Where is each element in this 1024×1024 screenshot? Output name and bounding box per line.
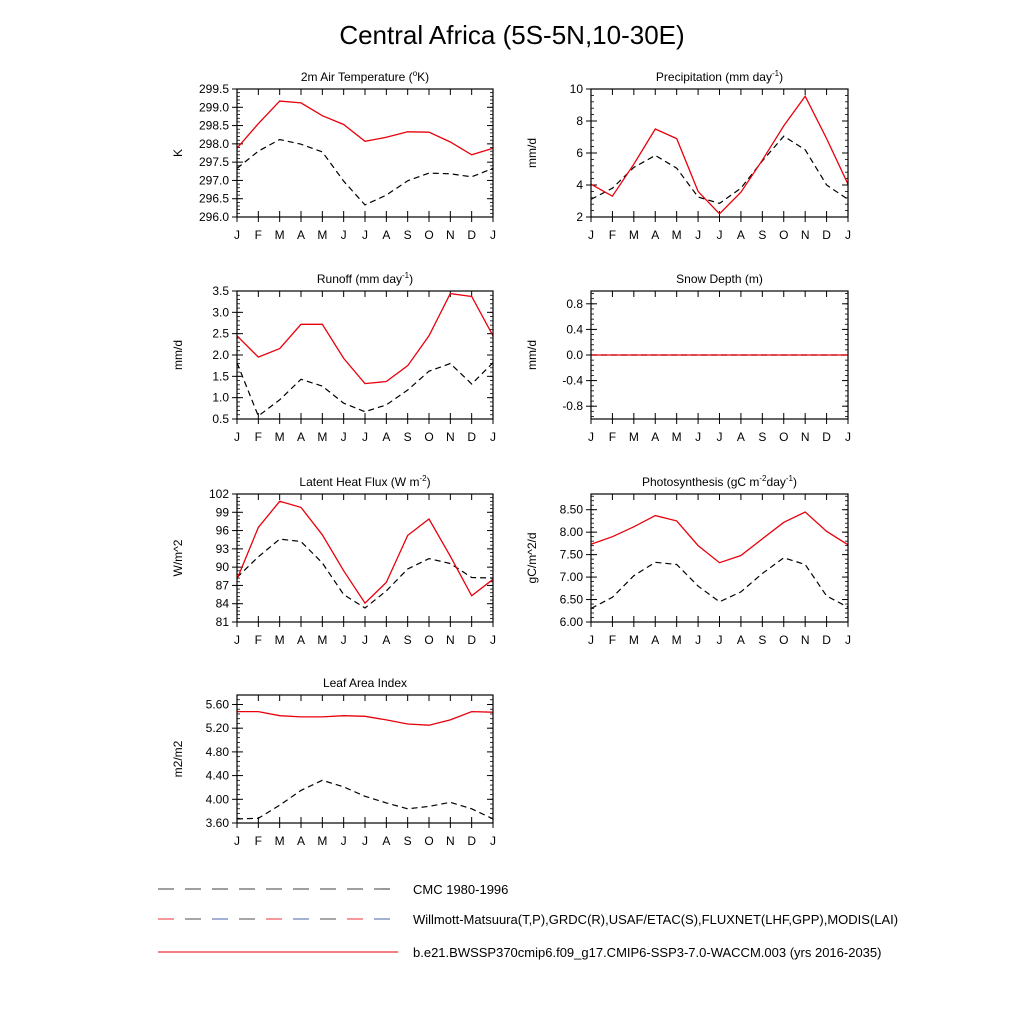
x-tick-label: J [695,430,702,444]
title-text: ) [426,475,431,489]
y-axis-label: m2/m2 [171,740,185,778]
x-tick-label: S [758,430,767,444]
x-tick-label: N [445,430,455,444]
y-tick-label: 4.40 [205,768,229,783]
x-tick-label: A [651,633,660,647]
x-tick-label: M [317,834,328,848]
x-tick-label: N [445,228,455,242]
model-series-line [237,294,493,384]
chart-panel [525,69,851,242]
x-tick-label: J [340,228,347,242]
x-tick-label: M [274,834,285,848]
obs-series-line [237,539,493,608]
x-tick-label: J [362,228,368,242]
x-tick-label: J [234,633,240,647]
x-tick-label: J [695,633,702,647]
x-tick-label: A [736,430,745,444]
plot-frame [237,291,493,419]
x-tick-label: D [467,228,477,242]
chart-panel [171,69,496,242]
x-tick-label: N [800,228,810,242]
title-superscript: -1 [771,69,780,78]
x-tick-label: A [382,834,391,848]
plot-frame [591,89,848,217]
legend-label: b.e21.BWSSP370cmip6.f09_g17.CMIP6-SSP3-7.0-WACCM.003 (yrs 2016-2035) [413,945,882,960]
obs-series-line [237,140,493,205]
y-tick-label: 8.50 [559,502,583,517]
title-text: ) [409,272,414,286]
x-tick-label: J [845,430,851,444]
x-tick-label: J [695,228,702,242]
chart-panel [525,474,851,647]
x-tick-label: J [362,834,368,848]
y-tick-label: 6.00 [559,615,583,629]
y-axis-label: mm/d [171,340,185,370]
x-tick-label: F [254,834,263,848]
model-series-line [237,712,493,726]
x-tick-label: O [779,430,789,444]
y-tick-label: 1.0 [212,390,229,405]
model-series-line [591,512,848,563]
x-tick-label: D [467,430,477,444]
x-tick-label: A [296,228,306,242]
y-tick-label: 81 [215,615,229,629]
title-text: K) [417,70,430,84]
x-tick-label: A [651,228,660,242]
y-tick-label: 93 [215,541,229,556]
x-tick-label: M [671,633,682,647]
x-tick-label: J [490,430,496,444]
y-tick-label: 96 [215,523,229,538]
x-tick-label: J [588,430,594,444]
x-tick-label: M [317,430,328,444]
x-tick-label: J [716,228,723,242]
x-tick-label: J [340,430,347,444]
x-tick-label: A [736,228,745,242]
x-tick-label: J [845,633,851,647]
x-tick-label: F [254,430,263,444]
x-tick-label: D [822,228,831,242]
y-axis-label: W/m^2 [171,539,185,577]
y-tick-label: 299.5 [198,82,229,96]
x-tick-label: J [234,430,240,444]
x-tick-label: F [254,228,263,242]
y-tick-label: -0.8 [562,399,583,414]
title-text: Snow Depth (m) [676,272,763,286]
y-tick-label: 6.50 [559,592,583,607]
x-tick-label: N [800,633,810,647]
y-axis-label: gC/m^2/d [525,532,539,584]
title-text: Runoff (mm day [316,272,403,286]
y-tick-label: 297.0 [198,173,229,188]
panels [171,69,851,848]
x-tick-label: S [403,633,412,647]
x-tick-label: M [274,633,285,647]
x-tick-label: F [608,228,617,242]
x-tick-label: A [382,228,391,242]
x-tick-label: S [758,228,767,242]
y-tick-label: -0.4 [562,373,583,388]
y-tick-label: 298.5 [198,118,229,133]
x-tick-label: M [274,228,285,242]
y-tick-label: 5.20 [205,721,229,736]
x-tick-label: J [490,228,496,242]
x-tick-label: A [736,633,745,647]
x-tick-label: M [671,228,682,242]
y-tick-label: 296.5 [198,191,229,206]
x-tick-label: O [424,633,434,647]
title-superscript: o [412,69,418,78]
x-tick-label: O [424,834,434,848]
y-tick-label: 7.00 [559,570,583,585]
panel-title [323,676,407,690]
x-tick-label: M [628,228,639,242]
y-tick-label: 2 [576,210,583,224]
x-tick-label: J [340,633,347,647]
x-tick-label: F [608,633,617,647]
x-tick-label: J [362,633,368,647]
title-text: Latent Heat Flux (W m [299,475,420,489]
x-tick-label: J [716,430,723,444]
x-tick-label: A [382,430,391,444]
x-tick-label: J [845,228,851,242]
panel-title [301,69,429,84]
y-tick-label: 298.0 [198,136,229,151]
y-axis-label: mm/d [525,340,539,370]
x-tick-label: J [234,228,240,242]
figure-title: Central Africa (5S-5N,10-30E) [339,20,685,50]
x-tick-label: D [822,430,831,444]
x-tick-label: J [490,834,496,848]
title-text: Photosynthesis (gC m [642,475,760,489]
y-tick-label: 3.60 [205,816,229,830]
y-tick-label: 84 [215,596,229,611]
title-text: Precipitation (mm day [655,70,772,84]
x-tick-label: F [254,633,263,647]
model-series-line [237,101,493,155]
x-tick-label: A [296,834,306,848]
title-superscript: -2 [759,474,767,483]
panel-title [656,69,783,84]
y-tick-label: 5.60 [205,697,229,712]
y-tick-label: 4 [576,178,583,192]
obs-series-line [237,363,493,416]
x-tick-label: M [274,430,285,444]
y-tick-label: 4.00 [205,792,229,807]
y-tick-label: 8.00 [559,525,583,540]
x-tick-label: A [296,633,306,647]
x-tick-label: F [608,430,617,444]
x-tick-label: O [424,430,434,444]
x-tick-label: S [403,228,412,242]
y-tick-label: 102 [208,487,229,501]
y-tick-label: 10 [569,82,583,96]
y-tick-label: 8 [576,114,583,128]
legend-label: Willmott-Matsuura(T,P),GRDC(R),USAF/ETAC(S),FLUXNET(LHF,GPP),MODIS(LAI) [413,912,899,927]
x-tick-label: N [445,834,455,848]
x-tick-label: O [424,228,434,242]
legend [158,882,898,960]
y-tick-label: 2.0 [212,348,229,362]
y-tick-label: 99 [215,505,229,520]
x-tick-label: M [628,633,639,647]
title-superscript: -1 [785,474,793,483]
x-tick-label: O [779,633,789,647]
y-tick-label: 6 [576,146,583,160]
x-tick-label: S [403,430,412,444]
y-tick-label: 0.0 [566,348,583,362]
y-tick-label: 90 [215,560,229,575]
chart-panel [525,272,851,444]
title-superscript: -1 [402,271,410,280]
y-tick-label: 0.8 [566,296,583,311]
plot-frame [591,494,848,622]
chart-panel [171,676,496,848]
y-tick-label: 87 [215,578,229,593]
legend-label: CMC 1980-1996 [413,882,509,897]
x-tick-label: S [403,834,412,848]
panel-title [676,272,763,286]
title-text: 2m Air Temperature ( [300,70,413,84]
x-tick-label: M [317,228,328,242]
x-tick-label: A [382,633,391,647]
y-tick-label: 4.80 [205,744,229,759]
x-tick-label: J [716,633,723,647]
x-tick-label: J [490,633,496,647]
model-series-line [591,96,848,214]
x-tick-label: A [651,430,660,444]
x-tick-label: D [467,633,477,647]
x-tick-label: M [671,430,682,444]
x-tick-label: N [445,633,455,647]
x-tick-label: M [628,430,639,444]
x-tick-label: J [362,430,368,444]
title-text: Leaf Area Index [322,676,408,690]
x-tick-label: J [588,228,594,242]
x-tick-label: M [317,633,328,647]
x-tick-label: D [467,834,477,848]
title-text: ) [793,475,797,489]
y-tick-label: 1.5 [212,369,229,384]
chart-panel [171,271,496,444]
obs-series-line [591,558,848,609]
y-tick-label: 3.5 [212,284,229,298]
chart-panel [171,474,496,647]
x-tick-label: O [779,228,789,242]
panel-title [299,474,430,489]
y-tick-label: 3.0 [212,305,229,320]
y-axis-label: K [171,148,185,158]
y-tick-label: 297.5 [198,155,229,170]
x-tick-label: N [800,430,810,444]
x-tick-label: J [234,834,240,848]
y-tick-label: 0.5 [212,412,229,426]
y-tick-label: 296.0 [198,210,229,224]
y-axis-label: mm/d [525,138,539,168]
y-tick-label: 7.50 [559,547,583,562]
x-tick-label: S [758,633,767,647]
title-text: day [766,475,786,489]
x-tick-label: J [340,834,347,848]
y-tick-label: 2.5 [212,326,229,341]
obs-series-line [237,780,493,819]
x-tick-label: A [296,430,306,444]
x-tick-label: D [822,633,831,647]
title-superscript: -2 [419,474,427,483]
title-text: ) [779,70,784,84]
panel-title [317,271,413,286]
x-tick-label: J [588,633,594,647]
panel-title [642,474,797,489]
plot-frame [237,89,493,217]
y-tick-label: 0.4 [566,322,583,337]
model-series-line [237,501,493,603]
y-tick-label: 299.0 [198,100,229,115]
